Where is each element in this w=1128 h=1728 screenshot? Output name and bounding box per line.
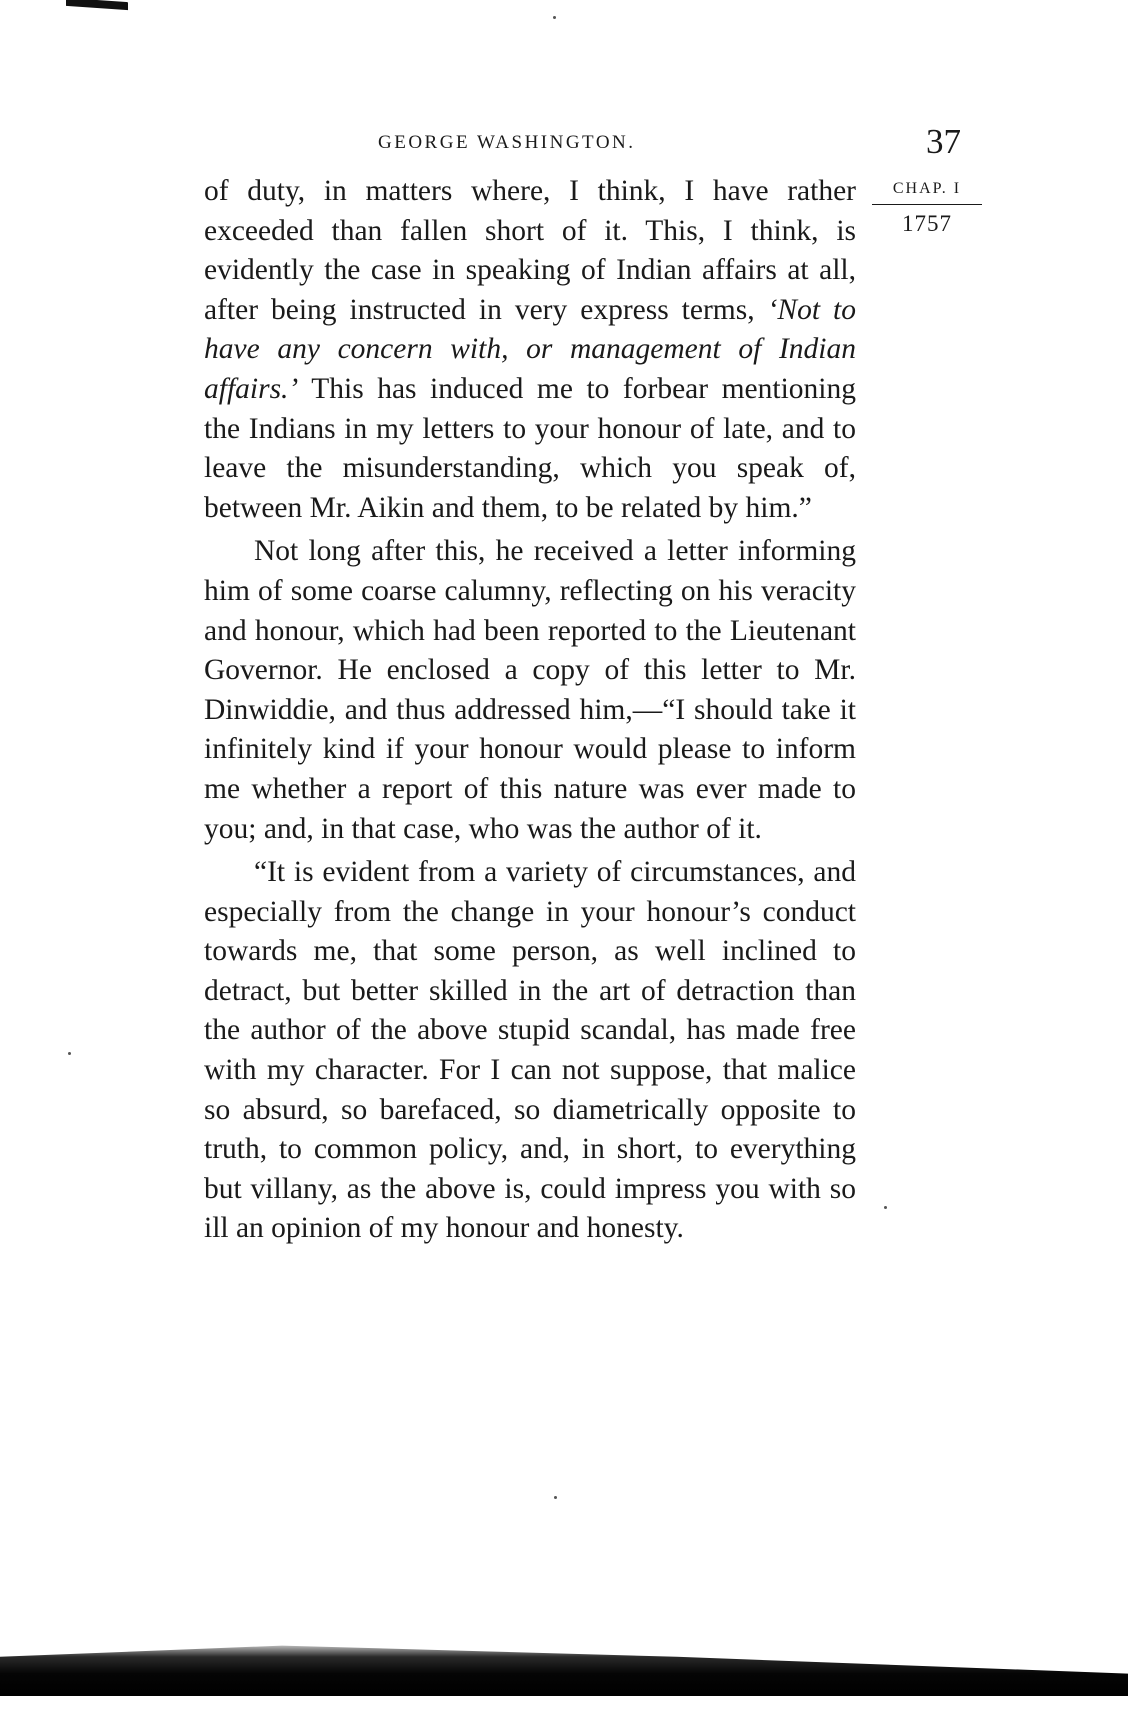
paragraph-1-italic-quote: ‘Not to have any concern with, or management of Indian affairs.’ [204, 293, 856, 405]
paragraph-3: “It is evident from a variety of circumstances, and especially from the change in your honour’s conduct towards me, that some person, as well inclined to detract, but better skilled in the art of detraction than the author of the above stupid scandal, has made free with my character. For I can not suppose, that malice so absurd, so barefaced, so diametrically opposite to truth, to common policy, and, in short, to everything but villany, as the above is, could impress you with so ill an opinion of my honour and honesty. [204, 856, 856, 1245]
scan-bottom-edge [0, 1640, 1128, 1696]
paragraph-1-text-before: of duty, in matters where, I think, I have rather exceeded than fallen short of it. This, I think, is evidently the case in speaking of Indian affairs at all, after being instructed in very express terms, [204, 175, 856, 326]
scan-speck [884, 1206, 887, 1209]
scan-speck [68, 1052, 71, 1055]
margin-rule [872, 204, 982, 205]
margin-note [872, 180, 982, 237]
paragraph-1-text-after: This has induced me to forbear mentioning the Indians in my letters to your honour of late, and to leave the misunderstanding, which you speak of, between Mr. Aikin and them, to be related by him.” [204, 372, 856, 524]
running-head: GEORGE WASHINGTON. [378, 132, 636, 153]
page-header [0, 122, 1128, 168]
body-text [204, 172, 856, 1249]
page-number: 37 [926, 122, 961, 161]
margin-year: 1757 [902, 211, 952, 236]
scan-speck [554, 1496, 557, 1499]
paragraph-1 [204, 172, 856, 528]
scan-speck [553, 16, 556, 19]
scan-edge-mark [66, 0, 128, 10]
paragraph-2: Not long after this, he received a letter informing him of some coarse calumny, reflecting on his veracity and honour, which had been reported to the Lieutenant Governor. He enclosed a copy of this letter to Mr. Dinwiddie, and thus addressed him,—“I should take it infinitely kind if your honour would please to inform me whether a report of this nature was ever made to you; and, in that case, who was the author of it. [204, 535, 856, 845]
margin-chapter: CHAP. I [892, 180, 962, 197]
